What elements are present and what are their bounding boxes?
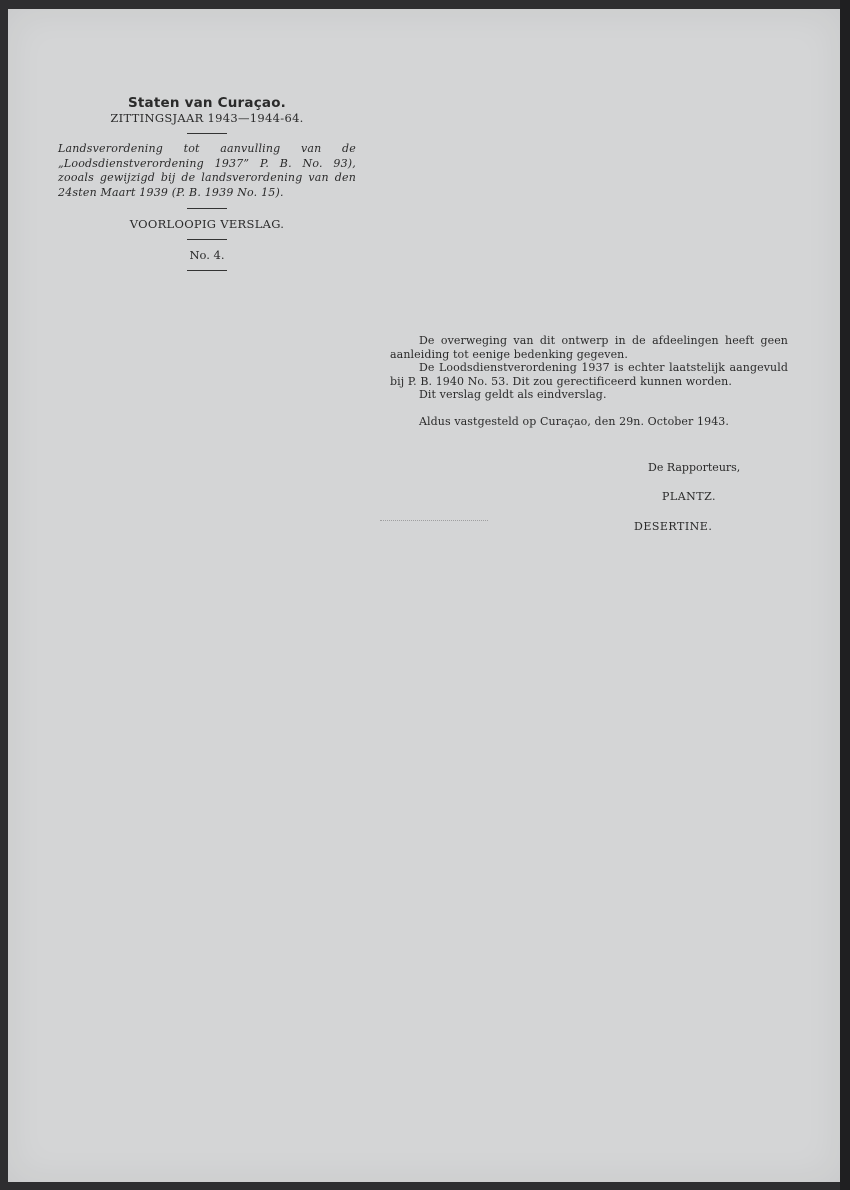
rapporteurs-label: De Rapporteurs,: [648, 461, 741, 474]
report-heading: [58, 217, 356, 231]
body-paragraph: De overweging van dit ontwerp in de afdeelingen heeft geen aanleiding tot eenige bedenking gegeven.: [390, 334, 788, 361]
subject-description: Landsverordening tot aanvulling van de „Loodsdienstverordening 1937” P. B. No. 93), zooals gewijzigd bij de landsverordening van den 24sten Maart 1939 (P. B. 1939 No. 15).: [58, 142, 356, 199]
report-number: No. 4.: [189, 248, 225, 262]
divider-rule: [187, 239, 227, 240]
document-page: [8, 9, 840, 1182]
signature-name: DESERTINE.: [634, 520, 713, 533]
report-body: [390, 334, 788, 428]
body-paragraph: Dit verslag geldt als eindverslag.: [419, 388, 607, 401]
signature-name: PLANTZ.: [662, 490, 717, 503]
report-title: VOORLOOPIG VERSLAG.: [129, 217, 285, 231]
header-block: [58, 95, 356, 125]
body-paragraph: De Loodsdienstverordening 1937 is echter laatstelijk aangevuld bij P. B. 1940 No. 53. Dit zou gerectificeerd kunnen worden.: [390, 361, 788, 388]
scan-edge: [840, 0, 850, 1190]
organization-name: Staten van Curaçao.: [127, 95, 287, 111]
session-year: ZITTINGSJAAR 1943—1944-64.: [110, 111, 304, 125]
faint-print-mark: [380, 520, 488, 523]
header-column: [58, 95, 356, 279]
divider-rule: [187, 133, 227, 134]
divider-rule: [187, 270, 227, 271]
signed-line: Aldus vastgesteld op Curaçao, den 29n. October 1943.: [419, 414, 729, 428]
report-number-block: [58, 248, 356, 262]
divider-rule: [187, 208, 227, 209]
